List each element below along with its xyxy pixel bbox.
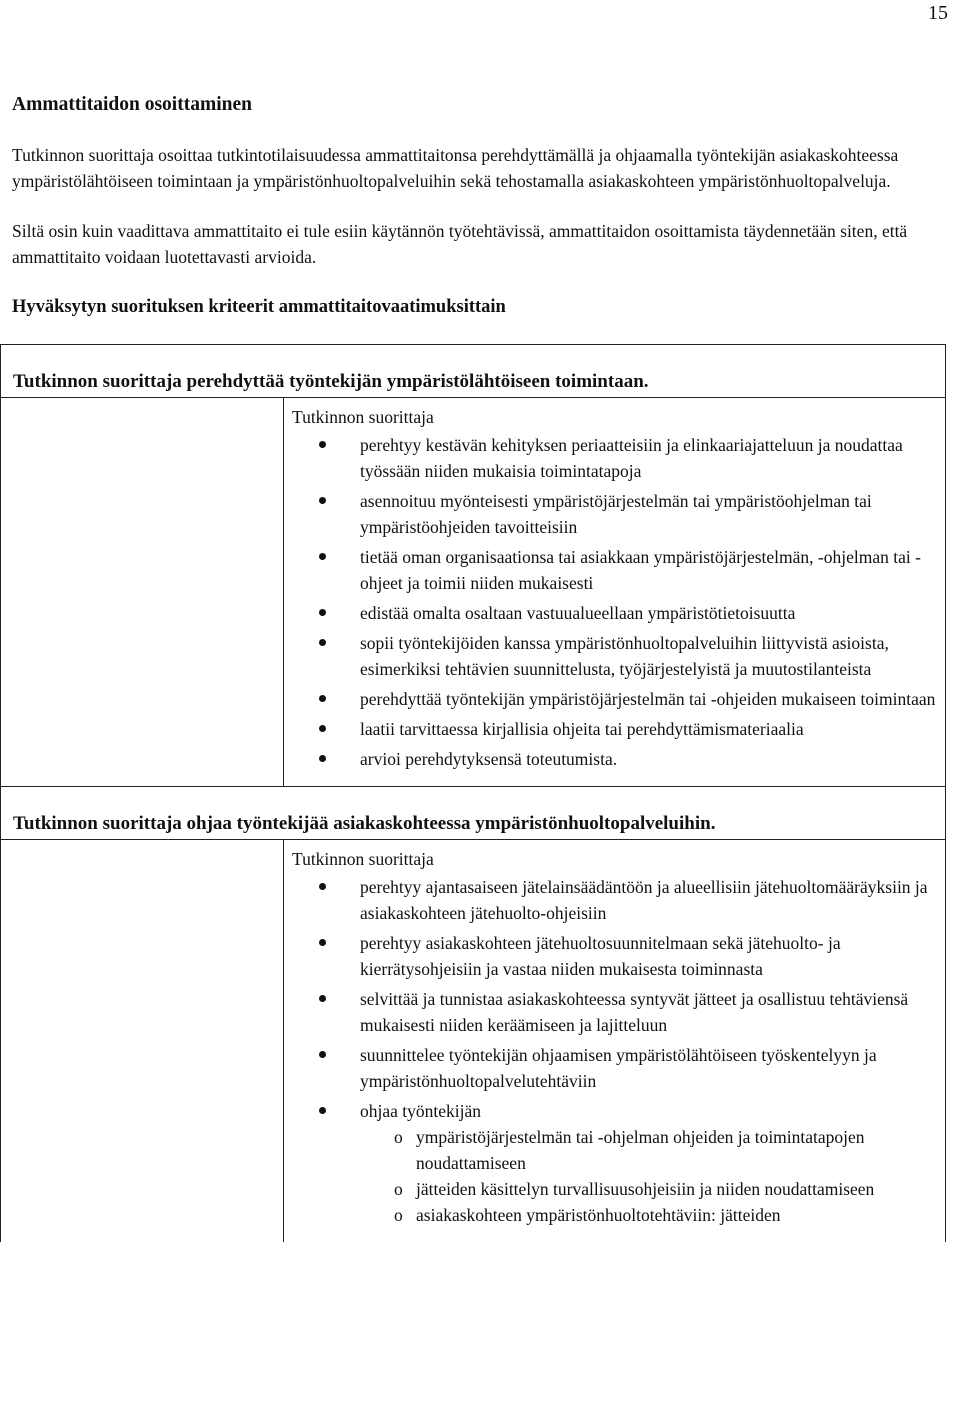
- list-item: tietää oman organisaationsa tai asiakkaan ympäristöjärjestelmän, -ohjelman tai -ohjeet ja toimii niiden mukaisesti: [360, 544, 937, 596]
- block-intro: Tutkinnon suorittaja: [292, 407, 434, 427]
- list-item: laatii tarvittaessa kirjallisia ohjeita tai perehdyttämismateriaalia: [360, 716, 937, 742]
- block-title: Tutkinnon suorittaja perehdyttää työntekijän ympäristölähtöiseen toimintaan.: [1, 345, 945, 398]
- criteria-block-guidance: [1, 787, 945, 1242]
- list-item: edistää omalta osaltaan vastuualueellaan ympäristötietoisuutta: [360, 600, 937, 626]
- block-body: [283, 840, 945, 1242]
- list-item: selvittää ja tunnistaa asiakaskohteessa syntyvät jätteet ja osallistuu tehtäviensä mukaisesti niiden keräämiseen ja lajitteluun: [360, 986, 937, 1038]
- criteria-list: [292, 874, 937, 1228]
- document-content: [12, 92, 952, 1242]
- supplement-paragraph: Siltä osin kuin vaadittava ammattitaito ei tule esiin käytännön työtehtävissä, ammattitaidon osoittamista täydennetään siten, että ammattitaito voidaan luotettavasti arvioida.: [12, 221, 908, 267]
- intro-paragraph: Tutkinnon suorittaja osoittaa tutkintotilaisuudessa ammattitaitonsa perehdyttämällä ja ohjaamalla työntekijän asiakaskohteessa ympäristölähtöiseen toimintaan ja ympäristönhuoltopalveluihin sekä tehostamalla asiakaskohteen ympäristönhuoltopalveluja.: [12, 145, 899, 191]
- list-item: suunnittelee työntekijän ohjaamisen ympäristölähtöiseen työskentelyyn ja ympäristönhuoltopalvelutehtäviin: [360, 1042, 937, 1094]
- list-item: asennoituu myönteisesti ympäristöjärjestelmän tai ympäristöohjelman tai ympäristöohjeiden tavoitteisiin: [360, 488, 937, 540]
- criteria-block-orientation: [1, 345, 945, 787]
- sub-list-item: o jätteiden käsittelyn turvallisuusohjeisiin ja niiden noudattamiseen: [416, 1176, 937, 1202]
- sub-list-item: o asiakaskohteen ympäristönhuoltotehtäviin: jätteiden: [416, 1202, 937, 1228]
- section-heading: Ammattitaidon osoittaminen: [12, 94, 252, 115]
- criteria-table: [0, 344, 946, 1242]
- block-title: Tutkinnon suorittaja ohjaa työntekijää asiakaskohteessa ympäristönhuoltopalveluihin.: [1, 787, 945, 840]
- list-item: perehtyy asiakaskohteen jätehuoltosuunnitelmaan sekä jätehuolto- ja kierrätysohjeisiin ja vastaa niiden mukaisesta toiminnasta: [360, 930, 937, 982]
- list-item: arvioi perehdytyksensä toteutumista.: [360, 746, 937, 772]
- criteria-list: [292, 432, 937, 772]
- list-item: sopii työntekijöiden kanssa ympäristönhuoltopalveluihin liittyvistä asioista, esimerkiksi tehtävien suunnittelusta, työjärjestelyistä ja muutostilanteista: [360, 630, 937, 682]
- block-intro: Tutkinnon suorittaja: [292, 849, 434, 869]
- criteria-heading: Hyväksytyn suorituksen kriteerit ammattitaitovaatimuksittain: [12, 297, 506, 317]
- sub-list: [360, 1124, 937, 1228]
- list-item-with-subitems: [360, 1098, 937, 1228]
- page-number: 15: [928, 2, 948, 24]
- block-body: [283, 398, 945, 786]
- list-item-text: ohjaa työntekijän: [360, 1101, 482, 1121]
- sub-list-item: o ympäristöjärjestelmän tai -ohjelman ohjeiden ja toimintatapojen noudattamiseen: [416, 1124, 937, 1176]
- list-item: perehdyttää työntekijän ympäristöjärjestelmän tai -ohjeiden mukaiseen toimintaan: [360, 686, 937, 712]
- list-item: perehtyy kestävän kehityksen periaatteisiin ja elinkaariajatteluun ja noudattaa työssään niiden mukaisia toimintatapoja: [360, 432, 937, 484]
- list-item: perehtyy ajantasaiseen jätelainsäädäntöön ja alueellisiin jätehuoltomääräyksiin ja asiakaskohteen jätehuolto-ohjeisiin: [360, 874, 937, 926]
